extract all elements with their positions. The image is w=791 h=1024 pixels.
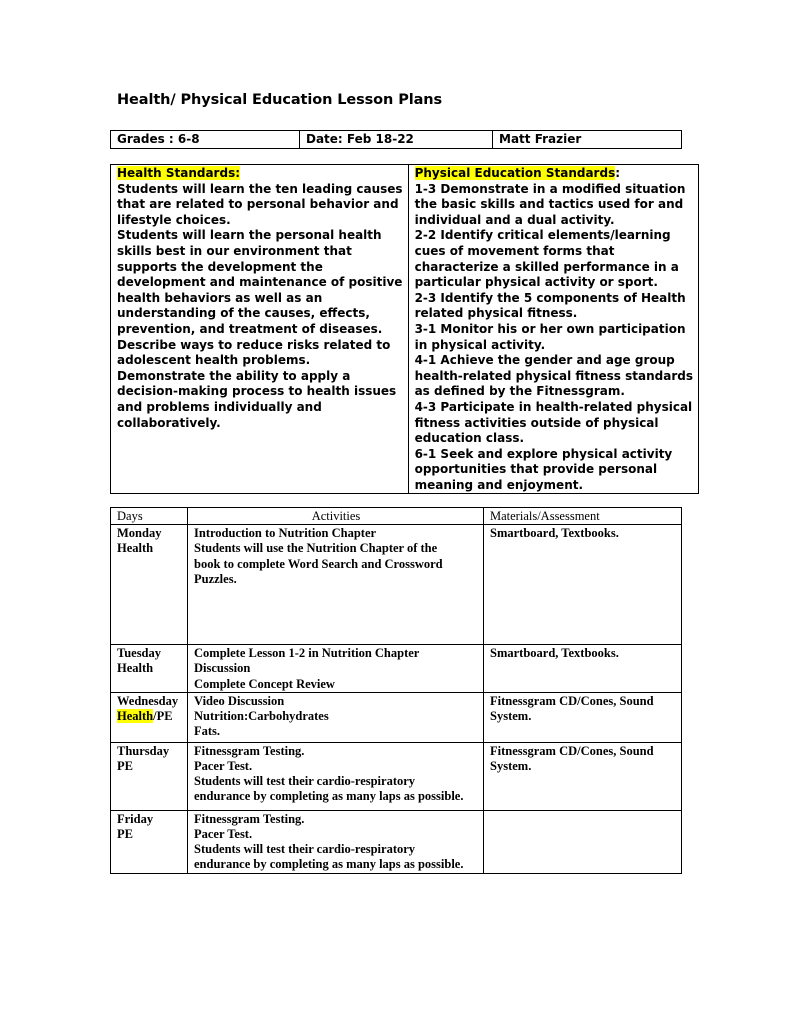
- page-title: Health/ Physical Education Lesson Plans: [117, 92, 443, 108]
- day-cell: [111, 692, 188, 742]
- schedule-header-row: [111, 508, 682, 525]
- health-standard-line: health behaviors as well as an: [117, 290, 323, 305]
- day-name: Tuesday: [117, 646, 162, 661]
- health-standard-line: skills best in our environment that: [117, 243, 352, 258]
- standards-row: [111, 165, 699, 494]
- health-standard-line: adolescent health problems.: [117, 353, 311, 368]
- pe-standard-line: meaning and enjoyment.: [414, 477, 584, 492]
- health-standard-line: Describe ways to reduce risks related to: [117, 337, 391, 352]
- health-standard-line: understanding of the causes, effects,: [117, 306, 370, 321]
- schedule-row-monday: [111, 525, 682, 645]
- standards-table: [110, 164, 699, 494]
- health-standard-line: Students will learn the ten leading causes: [117, 181, 403, 196]
- activities-cell: [188, 692, 484, 742]
- lesson-info-row: [111, 131, 682, 149]
- activity-line: Students will test their cardio-respiratory: [194, 774, 416, 789]
- pe-standard-line: related physical fitness.: [414, 306, 578, 321]
- activity-line: Pacer Test.: [194, 827, 253, 842]
- grades-cell: Grades : 6-8: [111, 131, 300, 149]
- health-standard-line: Demonstrate the ability to apply a: [117, 368, 351, 383]
- pe-standard-line: 1-3 Demonstrate in a modified situation: [414, 181, 686, 196]
- pe-standard-line: in physical activity.: [414, 337, 546, 352]
- activity-line: Complete Lesson 1-2 in Nutrition Chapter: [194, 646, 420, 661]
- activity-line: Discussion: [194, 661, 251, 676]
- day-subject: PE: [117, 827, 133, 842]
- day-name: Wednesday: [117, 693, 179, 708]
- activity-line: Introduction to Nutrition Chapter: [194, 526, 377, 541]
- pe-standard-line: 2-2 Identify critical elements/learning: [414, 228, 671, 243]
- health-standard-line: decision-making process to health issues: [117, 384, 397, 399]
- pe-standard-line: opportunities that provide personal: [414, 462, 658, 477]
- materials-line: Smartboard, Textbooks.: [490, 646, 619, 661]
- health-standard-line: supports the development the: [117, 259, 323, 274]
- days-header: Days: [111, 508, 188, 525]
- health-standard-line: and problems individually and: [117, 399, 322, 414]
- day-cell: [111, 742, 188, 810]
- materials-cell: [484, 692, 682, 742]
- activities-cell: [188, 742, 484, 810]
- day-subject-highlight: Health: [117, 709, 154, 724]
- pe-standard-line: particular physical activity or sport.: [414, 275, 658, 290]
- materials-cell: [484, 525, 682, 645]
- pe-standard-line: 2-3 Identify the 5 components of Health: [414, 290, 686, 305]
- activity-line: Video Discussion: [194, 693, 285, 708]
- schedule-row-friday: [111, 810, 682, 873]
- day-name: Thursday: [117, 743, 170, 758]
- pe-standard-line: education class.: [414, 431, 525, 446]
- teacher-cell: Matt Frazier: [493, 131, 682, 149]
- health-standards-heading: Health Standards:: [117, 166, 241, 180]
- pe-standards-heading: Physical Education Standards: [414, 166, 616, 180]
- materials-line: System.: [490, 709, 532, 724]
- activity-line: Fats.: [194, 724, 221, 739]
- day-name: Friday: [117, 811, 154, 826]
- lesson-info-table: [110, 130, 682, 149]
- health-standards-heading-line: [117, 166, 403, 182]
- materials-line: Fitnessgram CD/Cones, Sound: [490, 743, 654, 758]
- materials-cell: [484, 645, 682, 693]
- activities-cell: [188, 645, 484, 693]
- materials-cell: [484, 742, 682, 810]
- materials-line: Smartboard, Textbooks.: [490, 526, 619, 541]
- pe-standard-line: individual and a dual activity.: [414, 212, 615, 227]
- day-cell: [111, 525, 188, 645]
- activity-line: Nutrition:Carbohydrates: [194, 709, 329, 724]
- materials-line: Fitnessgram CD/Cones, Sound: [490, 693, 654, 708]
- health-standard-line: lifestyle choices.: [117, 212, 231, 227]
- day-cell: [111, 810, 188, 873]
- day-subject: [117, 709, 182, 724]
- date-cell: Date: Feb 18-22: [300, 131, 493, 149]
- pe-standard-line: as defined by the Fitnessgram.: [414, 384, 625, 399]
- pe-standard-line: 6-1 Seek and explore physical activity: [414, 446, 673, 461]
- schedule-table: [110, 507, 682, 874]
- health-standard-line: that are related to personal behavior and: [117, 197, 399, 212]
- health-standards-cell: [111, 165, 409, 494]
- activity-line: Complete Concept Review: [194, 676, 335, 691]
- activity-line: book to complete Word Search and Crossword: [194, 556, 443, 571]
- health-standard-line: development and maintenance of positive: [117, 275, 403, 290]
- health-standard-line: Students will learn the personal health: [117, 228, 382, 243]
- activity-line: Puzzles.: [194, 571, 237, 586]
- day-subject: Health: [117, 541, 154, 556]
- pe-standard-line: fitness activities outside of physical: [414, 415, 659, 430]
- materials-cell: [484, 810, 682, 873]
- schedule-row-thursday: [111, 742, 682, 810]
- activities-cell: [188, 525, 484, 645]
- materials-line: System.: [490, 759, 532, 774]
- activity-line: Fitnessgram Testing.: [194, 743, 305, 758]
- activities-header: Activities: [188, 508, 484, 525]
- activity-line: Students will test their cardio-respiratory: [194, 842, 416, 857]
- activity-line: Students will use the Nutrition Chapter of the: [194, 541, 438, 556]
- schedule-row-wednesday: [111, 692, 682, 742]
- pe-standard-line: 4-3 Participate in health-related physical: [414, 399, 693, 414]
- activities-cell: [188, 810, 484, 873]
- schedule-row-tuesday: [111, 645, 682, 693]
- pe-standard-line: the basic skills and tactics used for and: [414, 197, 684, 212]
- day-name: Monday: [117, 526, 162, 541]
- pe-standard-line: characterize a skilled performance in a: [414, 259, 679, 274]
- day-subject: Health: [117, 661, 154, 676]
- day-subject: PE: [117, 759, 133, 774]
- pe-standards-cell: [408, 165, 698, 494]
- pe-standard-line: health-related physical fitness standards: [414, 368, 693, 383]
- activity-line: Fitnessgram Testing.: [194, 811, 305, 826]
- activity-line: endurance by completing as many laps as possible.: [194, 789, 464, 804]
- day-cell: [111, 645, 188, 693]
- health-standard-line: prevention, and treatment of diseases.: [117, 321, 383, 336]
- day-subject-suffix: /PE: [153, 709, 173, 724]
- health-standard-line: collaboratively.: [117, 415, 221, 430]
- pe-standard-line: 4-1 Achieve the gender and age group: [414, 353, 675, 368]
- pe-standard-line: cues of movement forms that: [414, 243, 615, 258]
- materials-header: Materials/Assessment: [484, 508, 682, 525]
- pe-standards-heading-suffix: :: [615, 166, 621, 180]
- activity-line: endurance by completing as many laps as possible.: [194, 857, 464, 872]
- pe-standard-line: 3-1 Monitor his or her own participation: [414, 321, 686, 336]
- activity-line: Pacer Test.: [194, 759, 253, 774]
- pe-standards-heading-line: [415, 166, 693, 182]
